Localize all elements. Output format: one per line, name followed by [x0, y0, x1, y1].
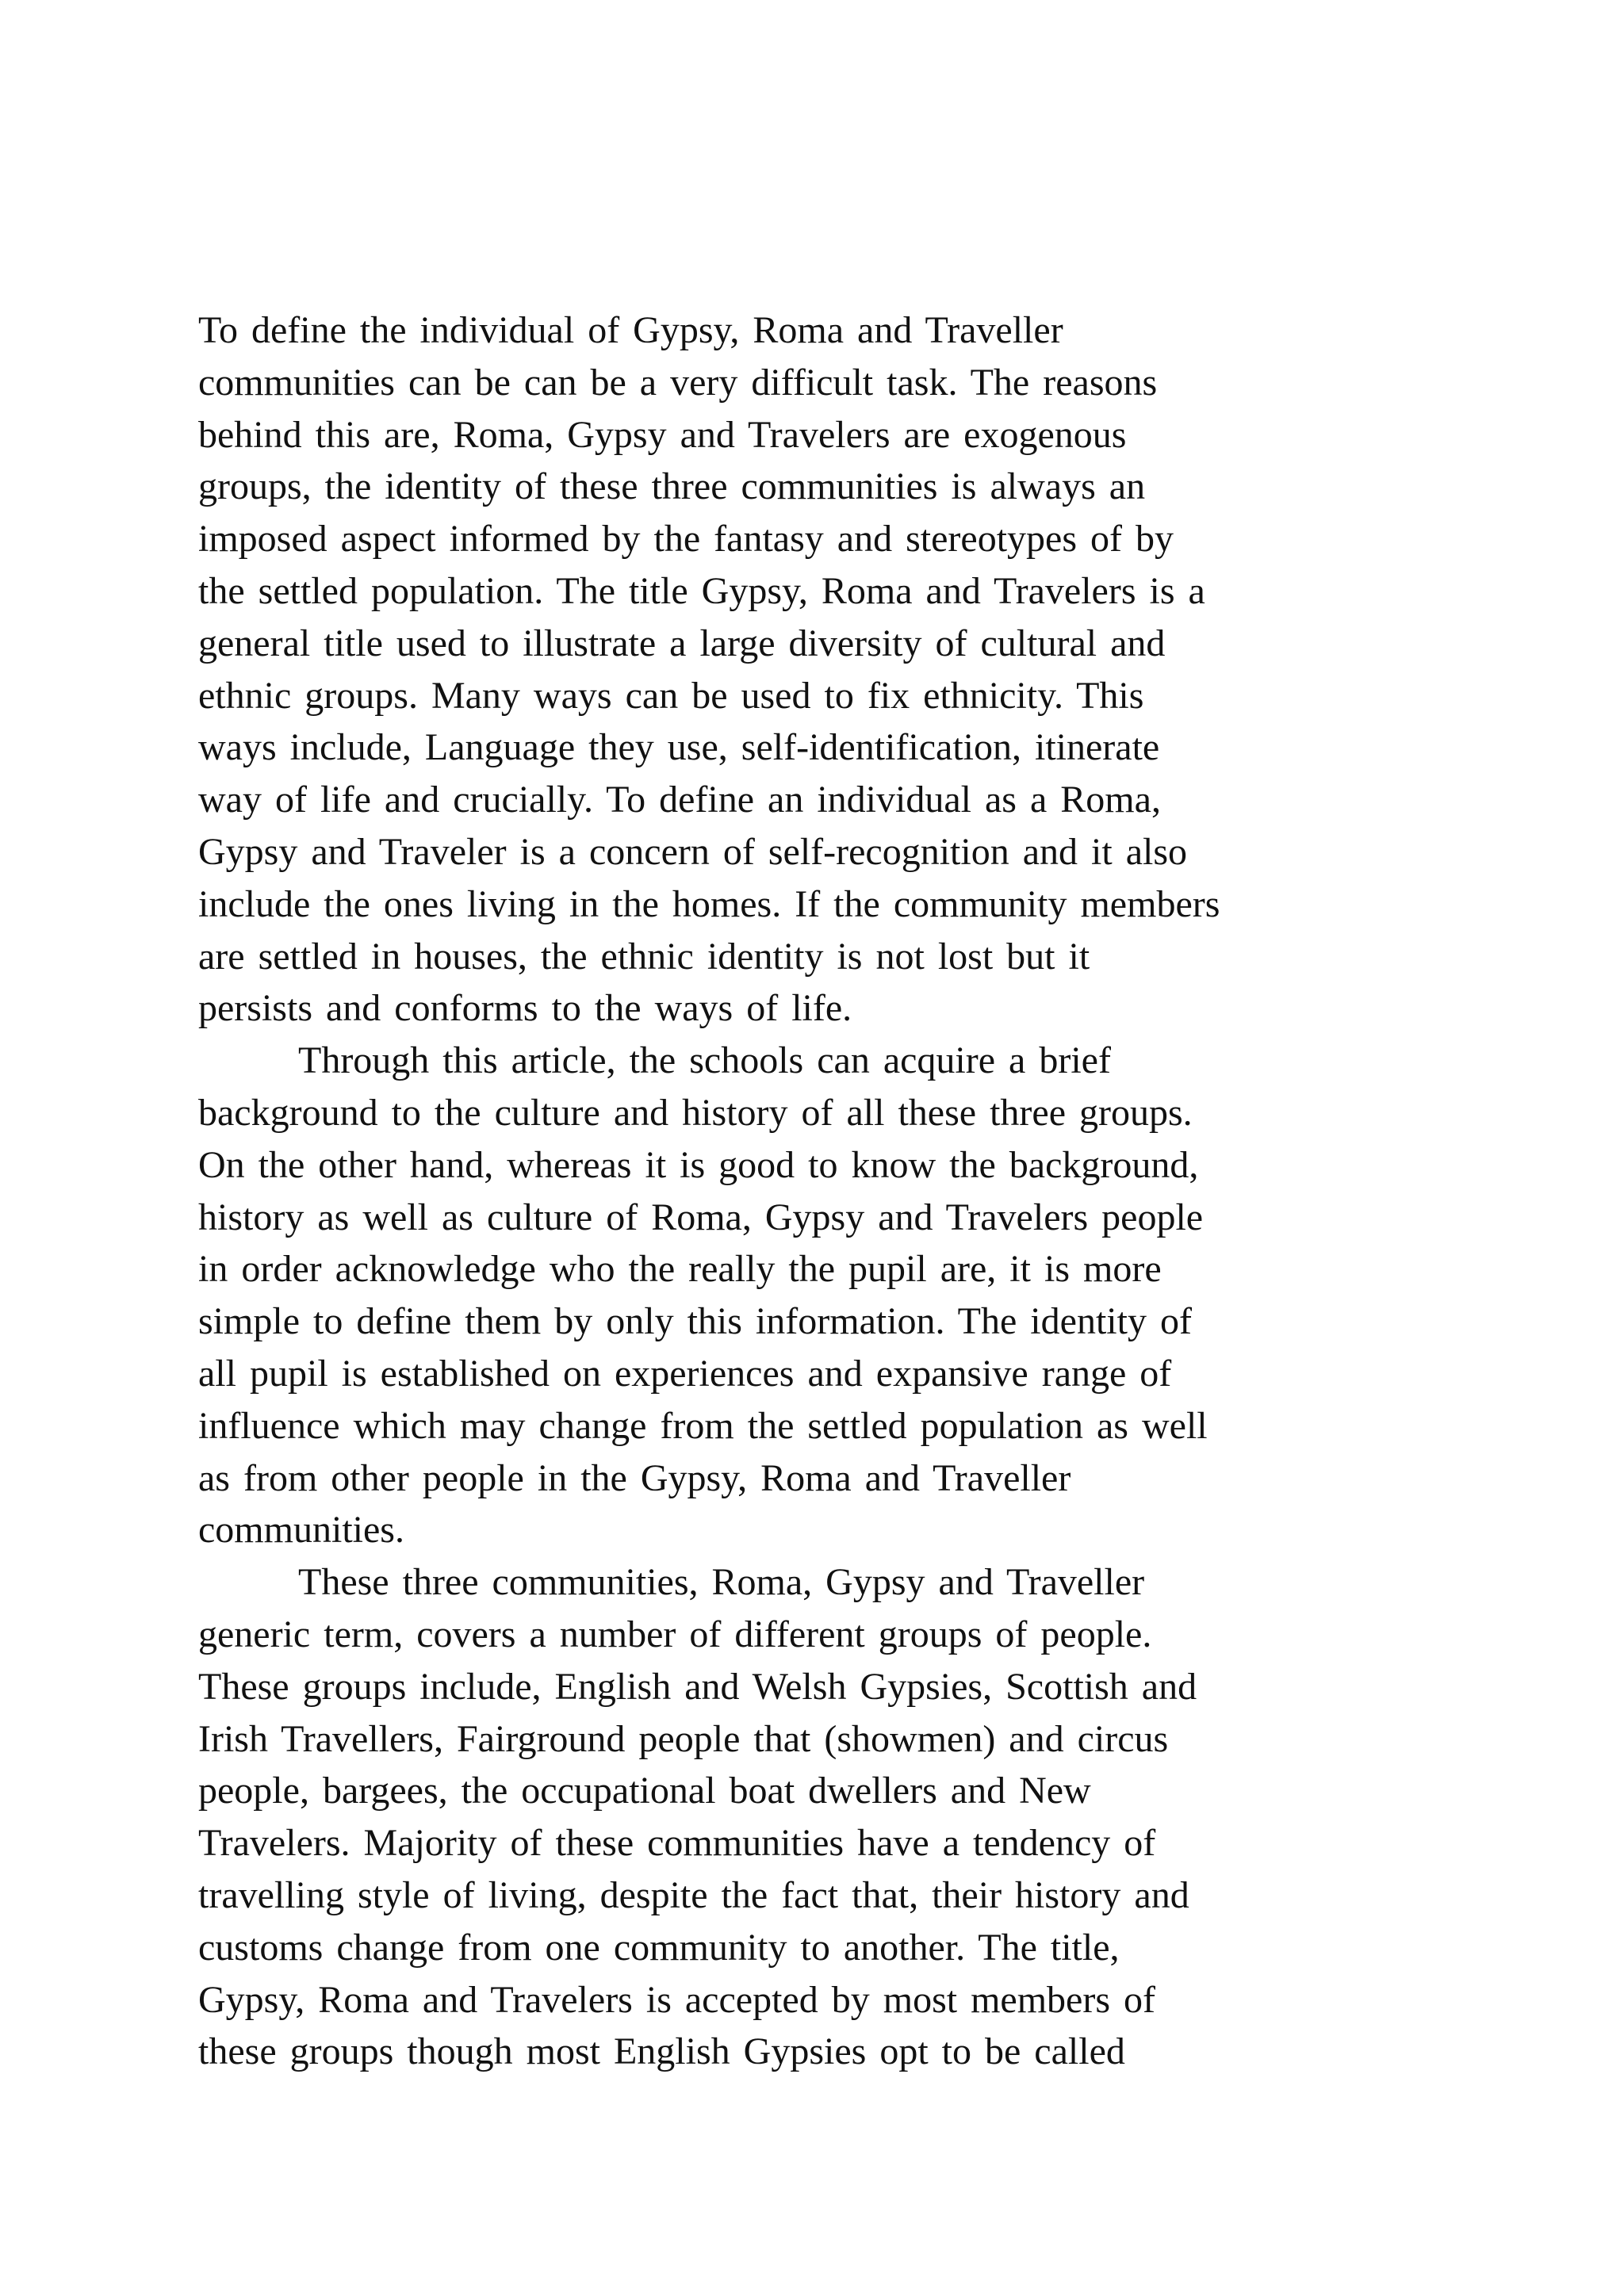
text-line: way of life and crucially. To define an individual as a Roma, — [198, 779, 1161, 821]
text-line: travelling style of living, despite the fact that, their history and — [198, 1873, 1189, 1916]
text-line: communities can be can be a very difficult task. The reasons — [198, 361, 1158, 404]
text-line: Gypsy, Roma and Travelers is accepted by most members of — [198, 1978, 1156, 2021]
text-line: Travelers. Majority of these communities have a tendency of — [198, 1822, 1156, 1865]
text-line: imposed aspect informed by the fantasy and stereotypes of by — [198, 518, 1174, 561]
text-line: include the ones living in the homes. If the community members — [198, 882, 1220, 925]
body-text — [198, 304, 1435, 2078]
text-line: history as well as culture of Roma, Gypsy and Travelers people — [198, 1196, 1204, 1238]
text-line: communities. — [198, 1509, 404, 1552]
text-line: Irish Travellers, Fairground people that (showmen) and circus — [198, 1717, 1169, 1760]
text-line-indented: These three communities, Roma, Gypsy and Traveller — [298, 1561, 1145, 1604]
text-line: are settled in houses, the ethnic identity is not lost but it — [198, 935, 1090, 978]
text-line: behind this are, Roma, Gypsy and Travelers are exogenous — [198, 413, 1127, 456]
text-line: people, bargees, the occupational boat dwellers and New — [198, 1770, 1091, 1812]
text-line: general title used to illustrate a large diversity of cultural and — [198, 622, 1166, 664]
text-line: as from other people in the Gypsy, Roma and Traveller — [198, 1456, 1071, 1499]
text-line: influence which may change from the settled population as well — [198, 1404, 1208, 1447]
paragraph-2 — [198, 1035, 1435, 1556]
text-line: Gypsy and Traveler is a concern of self-recognition and it also — [198, 830, 1188, 873]
text-line: these groups though most English Gypsies opt to be called — [198, 2030, 1125, 2073]
text-line: ways include, Language they use, self-identification, itinerate — [198, 726, 1160, 769]
paragraph-3 — [198, 1556, 1435, 2078]
text-line: the settled population. The title Gypsy, Roma and Travelers is a — [198, 569, 1205, 612]
text-line: all pupil is established on experiences and expansive range of — [198, 1352, 1172, 1395]
text-line: in order acknowledge who the really the pupil are, it is more — [198, 1248, 1162, 1291]
text-line: groups, the identity of these three communities is always an — [198, 465, 1146, 508]
text-line: simple to define them by only this information. The identity of — [198, 1300, 1192, 1343]
text-line: ethnic groups. Many ways can be used to fix ethnicity. This — [198, 674, 1144, 717]
text-line-indented: Through this article, the schools can acquire a brief — [298, 1039, 1111, 1082]
text-line: persists and conforms to the ways of life. — [198, 987, 852, 1030]
text-line: To define the individual of Gypsy, Roma and Traveller — [198, 309, 1063, 351]
text-line: customs change from one community to another. The title, — [198, 1926, 1120, 1969]
paragraph-1 — [198, 304, 1435, 1035]
text-line: On the other hand, whereas it is good to know the background, — [198, 1143, 1199, 1186]
text-line: These groups include, English and Welsh Gypsies, Scottish and — [198, 1665, 1197, 1708]
text-line: background to the culture and history of all these three groups. — [198, 1091, 1193, 1134]
text-line: generic term, covers a number of different groups of people. — [198, 1613, 1152, 1655]
